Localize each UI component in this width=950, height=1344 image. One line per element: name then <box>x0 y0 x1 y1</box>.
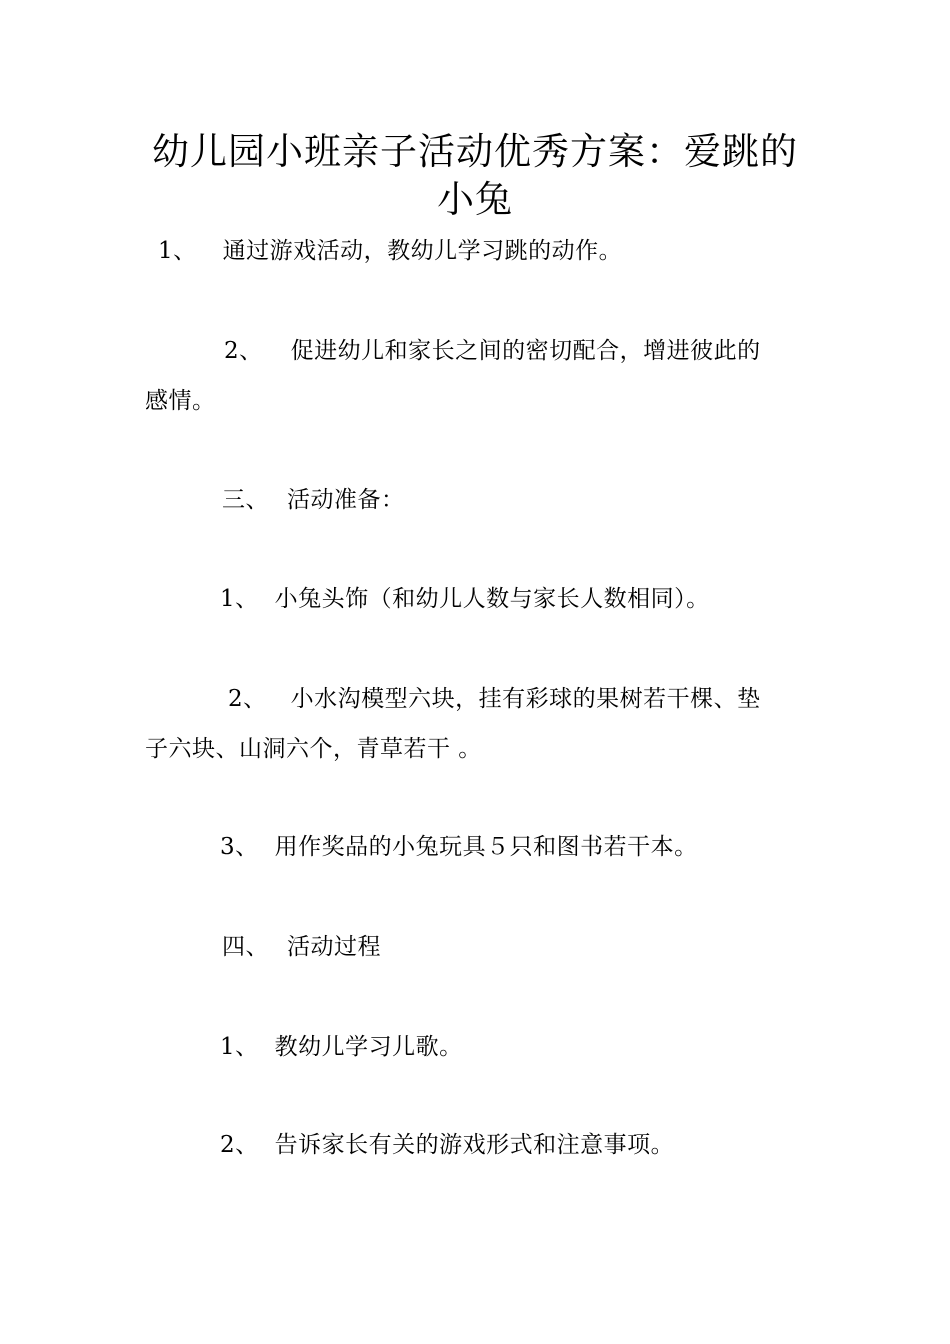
item-number: 3、 <box>220 834 259 860</box>
item-number: 2、 <box>228 686 267 712</box>
preparation-item-3 <box>220 832 698 862</box>
process-item-2 <box>220 1130 674 1160</box>
process-item-1 <box>220 1032 463 1062</box>
item-number: 2、 <box>220 1132 259 1158</box>
goal-item-2-continuation: 感情。 <box>145 388 216 414</box>
item-text: 小水沟模型六块，挂有彩球的果树若干棵、垫 <box>290 686 761 712</box>
item-text: 小兔头饰（和幼儿人数与家长人数相同）。 <box>274 586 710 612</box>
goal-item-2 <box>224 336 761 366</box>
item-number: 1、 <box>220 1034 259 1060</box>
item-text: 告诉家长有关的游戏形式和注意事项。 <box>274 1132 675 1158</box>
item-number: 1、 <box>220 586 259 612</box>
section-text: 活动准备： <box>287 487 405 513</box>
goal-item-1 <box>158 236 622 266</box>
section-heading-preparation <box>222 485 405 515</box>
item-number: 1、 <box>158 238 197 264</box>
preparation-item-1 <box>220 584 710 614</box>
item-number: 2、 <box>224 338 263 364</box>
document-title-line-2: 小兔 <box>437 178 513 221</box>
section-heading-process <box>222 932 381 962</box>
item-text: 用作奖品的小兔玩具５只和图书若干本。 <box>274 834 698 860</box>
section-number: 三、 <box>222 487 269 513</box>
section-text: 活动过程 <box>287 934 381 960</box>
document-title-line-1: 幼儿园小班亲子活动优秀方案：爱跳的 <box>152 130 798 173</box>
item-text: 促进幼儿和家长之间的密切配合，增进彼此的 <box>290 338 761 364</box>
item-text: 通过游戏活动，教幼儿学习跳的动作。 <box>222 238 623 264</box>
item-text: 教幼儿学习儿歌。 <box>274 1034 463 1060</box>
preparation-item-2-continuation: 子六块、山洞六个，青草若干 。 <box>145 736 482 762</box>
section-number: 四、 <box>222 934 269 960</box>
preparation-item-2 <box>228 684 761 714</box>
